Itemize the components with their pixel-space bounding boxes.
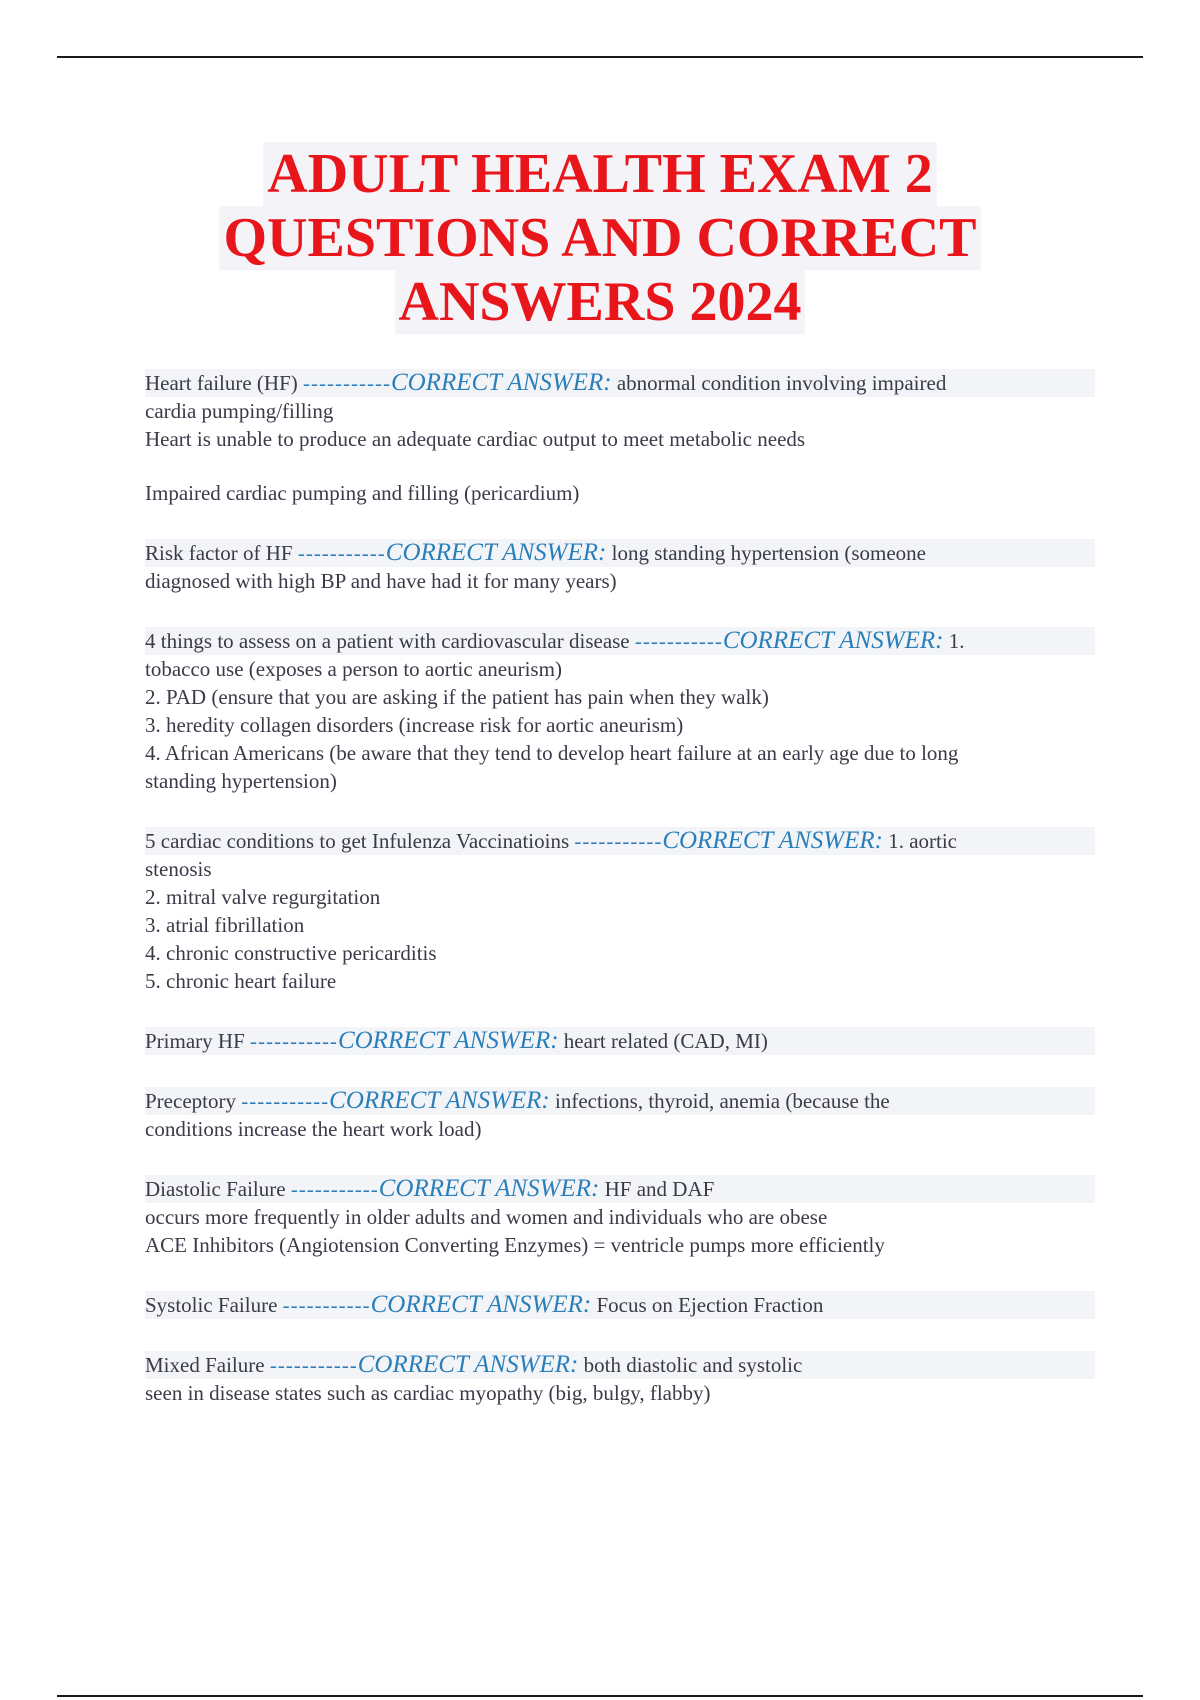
correct-answer-label: CORRECT ANSWER: [390, 369, 612, 396]
separator-dashes: ----------- [297, 541, 386, 565]
separator-dashes: ----------- [574, 829, 663, 853]
title-line-1: ADULT HEALTH EXAM 2 [263, 142, 936, 206]
correct-answer-label: CORRECT ANSWER: [662, 827, 883, 854]
correct-answer-label: CORRECT ANSWER: [337, 1027, 559, 1054]
answer-line: 4. chronic constructive pericarditis [145, 941, 437, 965]
qa-first-line [145, 1351, 1095, 1379]
qa-list [145, 369, 1095, 1439]
answer-line: occurs more frequently in older adults and women and individuals who are obese [145, 1205, 828, 1229]
answer-text: 1. aortic [888, 829, 957, 853]
question-text: Preceptory [145, 1089, 236, 1113]
answer-line: tobacco use (exposes a person to aortic aneurism) [145, 657, 562, 681]
answer-line: stenosis [145, 857, 212, 881]
answer-line: standing hypertension) [145, 769, 337, 793]
qa-note [145, 479, 1095, 507]
question-text: 5 cardiac conditions to get Infulenza Vaccinatioins [145, 829, 570, 853]
qa-first-line [145, 539, 1095, 567]
question-text: Primary HF [145, 1029, 245, 1053]
qa-first-line [145, 1291, 1095, 1319]
bottom-rule [57, 1695, 1143, 1697]
qa-item [145, 1087, 1095, 1143]
answer-text: heart related (CAD, MI) [563, 1029, 768, 1053]
separator-dashes: ----------- [282, 1293, 371, 1317]
answer-line: cardia pumping/filling [145, 399, 334, 423]
qa-first-line [145, 1087, 1095, 1115]
qa-item [145, 1175, 1095, 1259]
correct-answer-label: CORRECT ANSWER: [357, 1351, 579, 1378]
qa-item [145, 369, 1095, 453]
qa-first-line [145, 369, 1095, 397]
title-line-2: QUESTIONS AND CORRECT [219, 206, 980, 270]
separator-dashes: ----------- [269, 1353, 358, 1377]
page-title [0, 142, 1200, 334]
qa-first-line [145, 827, 1095, 855]
question-text: Diastolic Failure [145, 1177, 286, 1201]
answer-line: Heart is unable to produce an adequate cardiac output to meet metabolic needs [145, 427, 806, 451]
separator-dashes: ----------- [250, 1029, 338, 1053]
correct-answer-label: CORRECT ANSWER: [378, 1175, 600, 1202]
qa-item [145, 827, 1095, 995]
correct-answer-label: CORRECT ANSWER: [385, 539, 607, 566]
qa-item [145, 627, 1095, 795]
answer-text: abnormal condition involving impaired [616, 371, 947, 395]
question-text: Heart failure (HF) [145, 371, 298, 395]
answer-line: diagnosed with high BP and have had it for many years) [145, 569, 617, 593]
answer-text: both diastolic and systolic [583, 1353, 803, 1377]
qa-item [145, 1027, 1095, 1055]
note-text: Impaired cardiac pumping and filling (pericardium) [145, 481, 580, 505]
answer-text: 1. [948, 629, 965, 653]
separator-dashes: ----------- [290, 1177, 379, 1201]
answer-text: long standing hypertension (someone [611, 541, 926, 565]
qa-item [145, 539, 1095, 595]
correct-answer-label: CORRECT ANSWER: [722, 627, 944, 654]
qa-item [145, 1291, 1095, 1319]
qa-first-line [145, 627, 1095, 655]
correct-answer-label: CORRECT ANSWER: [370, 1291, 592, 1318]
qa-item [145, 1351, 1095, 1407]
answer-line: 4. African Americans (be aware that they tend to develop heart failure at an early age due to long [145, 741, 959, 765]
question-text: Systolic Failure [145, 1293, 278, 1317]
question-text: Mixed Failure [145, 1353, 265, 1377]
separator-dashes: ----------- [303, 371, 391, 395]
answer-line: 2. mitral valve regurgitation [145, 885, 381, 909]
answer-line: 2. PAD (ensure that you are asking if the patient has pain when they walk) [145, 685, 769, 709]
answer-line: ACE Inhibitors (Angiotension Converting Enzymes) = ventricle pumps more efficiently [145, 1233, 885, 1257]
question-text: 4 things to assess on a patient with cardiovascular disease [145, 629, 630, 653]
title-line-3: ANSWERS 2024 [395, 270, 806, 334]
qa-first-line [145, 1027, 1095, 1055]
qa-first-line [145, 1175, 1095, 1203]
answer-text: Focus on Ejection Fraction [596, 1293, 824, 1317]
answer-text: HF and DAF [604, 1177, 715, 1201]
answer-line: 3. atrial fibrillation [145, 913, 305, 937]
correct-answer-label: CORRECT ANSWER: [329, 1087, 550, 1114]
question-text: Risk factor of HF [145, 541, 293, 565]
answer-line: conditions increase the heart work load) [145, 1117, 482, 1141]
separator-dashes: ----------- [241, 1089, 330, 1113]
separator-dashes: ----------- [634, 629, 723, 653]
answer-line: 5. chronic heart failure [145, 969, 337, 993]
answer-line: seen in disease states such as cardiac myopathy (big, bulgy, flabby) [145, 1381, 711, 1405]
answer-text: infections, thyroid, anemia (because the [555, 1089, 890, 1113]
top-rule [57, 56, 1143, 58]
answer-line: 3. heredity collagen disorders (increase risk for aortic aneurism) [145, 713, 684, 737]
